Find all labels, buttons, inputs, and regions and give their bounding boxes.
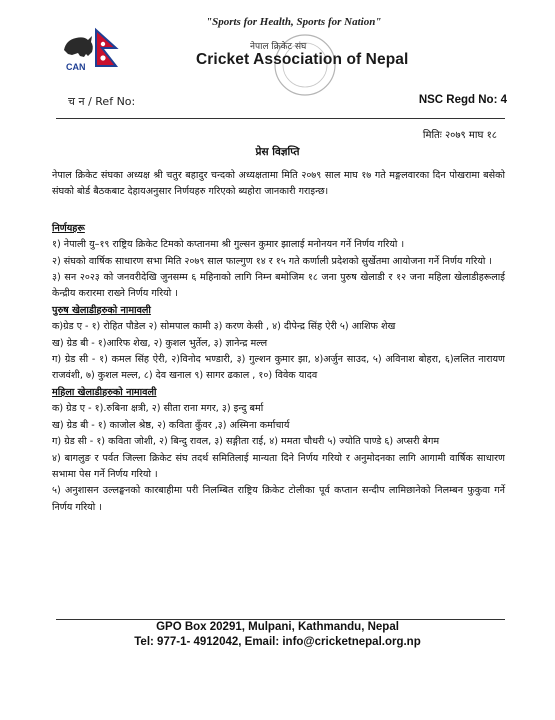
footer-divider: [56, 619, 505, 620]
rhino-icon: [64, 36, 93, 57]
slogan: "Sports for Health, Sports for Nation": [206, 16, 382, 28]
svg-text:CAN: CAN: [66, 62, 86, 72]
women-players-heading: महिला खेलाडीहरुको नामावली: [52, 386, 157, 398]
intro-paragraph: नेपाल क्रिकेट संघका अध्यक्ष श्री चतुर बहादुर चन्दको अध्यक्षतामा मिति २०७९ साल माघ १७ गते मङ्गलवारका दिन पोखरामा बसेको संघको बोर्ड बैठकबाट देहायअनुसार निर्णयहरु गरिएको ब्यहोरा जानकारी गराइन्छ।: [52, 170, 505, 198]
can-logo: [62, 26, 120, 74]
decision-item: ५) अनुशासन उल्लङ्घनको कारबाहीमा परी निलम्बित राष्ट्रिय क्रिकेट टोलीका पूर्व कप्तान सन्दीप लामिछानेको निलम्बन फुकुवा गर्ने निर्णय गरियो ।: [52, 485, 505, 513]
men-grade-c: ग) ग्रेड सी - १) कमल सिंह ऐरी, २)विनोद भण्डारी, ३) गुल्शन कुमार झा, ४)अर्जुन साउद, ५) अविनाश बोहरा, ६)ललित नारायण राजवंशी, ७) कुशल मल्ल, ८) देव खनाल ९) सागर ढकाल , १०) विवेक यादव: [52, 354, 505, 382]
decision-item: २) संघको वार्षिक साधारण सभा मिति २०७९ साल फाल्गुण १४ र १५ गते कर्णाली प्रदेशको सुर्खेतमा आयोजना गर्ने निर्णय गरियो ।: [52, 255, 493, 267]
women-grade-b: ख) ग्रेड बी - १) काजोल श्रेष्ठ, २) कविता कुँवर ,३) अस्मिना कर्माचार्य: [52, 419, 290, 431]
decision-item: ३) सन २०२३ को जनवरीदेखि जुनसम्म ६ महिनाको लागि निम्न बमोजिम १८ जना पुरुष खेलाडी र १२ जना महिला खेलाडीहरूलाई केन्द्रीय करारमा राख्ने निर्णय गरियो ।: [52, 272, 505, 300]
footer-contact: Tel: 977-1- 4912042, Email: info@cricketnepal.org.np: [134, 636, 421, 648]
men-grade-b: ख) ग्रेड बी - १)आरिफ शेख, २) कुशल भुर्तेल, ३) ज्ञानेन्द्र मल्ल: [52, 337, 268, 349]
document-body: [52, 168, 505, 516]
decision-item: १) नेपाली यु–१९ राष्ट्रिय क्रिकेट टिमको कप्तानमा श्री गुल्सन कुमार झालाई मनोनयन गर्ने निर्णय गरियो ।: [52, 239, 405, 251]
men-grade-a: क)ग्रेड ए - १) रोहित पौडेल २) सोमपाल कामी ३) करण केसी , ४) दीपेन्द्र सिंह ऐरी ५) आशिफ शेख: [52, 321, 396, 333]
decisions-heading: निर्णयहरू: [52, 222, 85, 234]
women-grade-c: ग) ग्रेड सी - १) कविता जोशी, २) बिन्दु रावल, ३) सङ्गीता राई, ४) ममता चौधरी ५) ज्योति पाण्डे ६) अप्सरी बेगम: [52, 436, 440, 448]
org-name-nepali: नेपाल क्रिकेट संघ: [250, 42, 307, 52]
nepal-flag-icon: [96, 30, 116, 66]
document-title: प्रेस विज्ञप्ति: [255, 146, 300, 158]
men-players-heading: पुरुष खेलाडीहरुको नामावली: [52, 304, 151, 316]
women-grade-a: क) ग्रेड ए - १).रुबिना क्षत्री, २) सीता राना मगर, ३) इन्दु बर्मा: [52, 403, 264, 415]
header-divider: [56, 118, 505, 119]
document-date: मितिः २०७९ माघ १८: [422, 130, 497, 141]
org-name-english: Cricket Association of Nepal: [196, 51, 409, 68]
decision-item: ४) बागलुङ र पर्वत जिल्ला क्रिकेट संघ तदर्थ समितिलाई मान्यता दिने निर्णय गरियो र अनुमोदनका लागि आगामी वार्षिक साधारण सभामा पेस गर्ने निर्णय गरियो ।: [52, 452, 505, 480]
ref-number-label: च न / Ref No:: [68, 95, 136, 108]
nsc-registration-number: NSC Regd No: 4: [418, 94, 507, 106]
footer-address: GPO Box 20291, Mulpani, Kathmandu, Nepal: [156, 621, 399, 633]
